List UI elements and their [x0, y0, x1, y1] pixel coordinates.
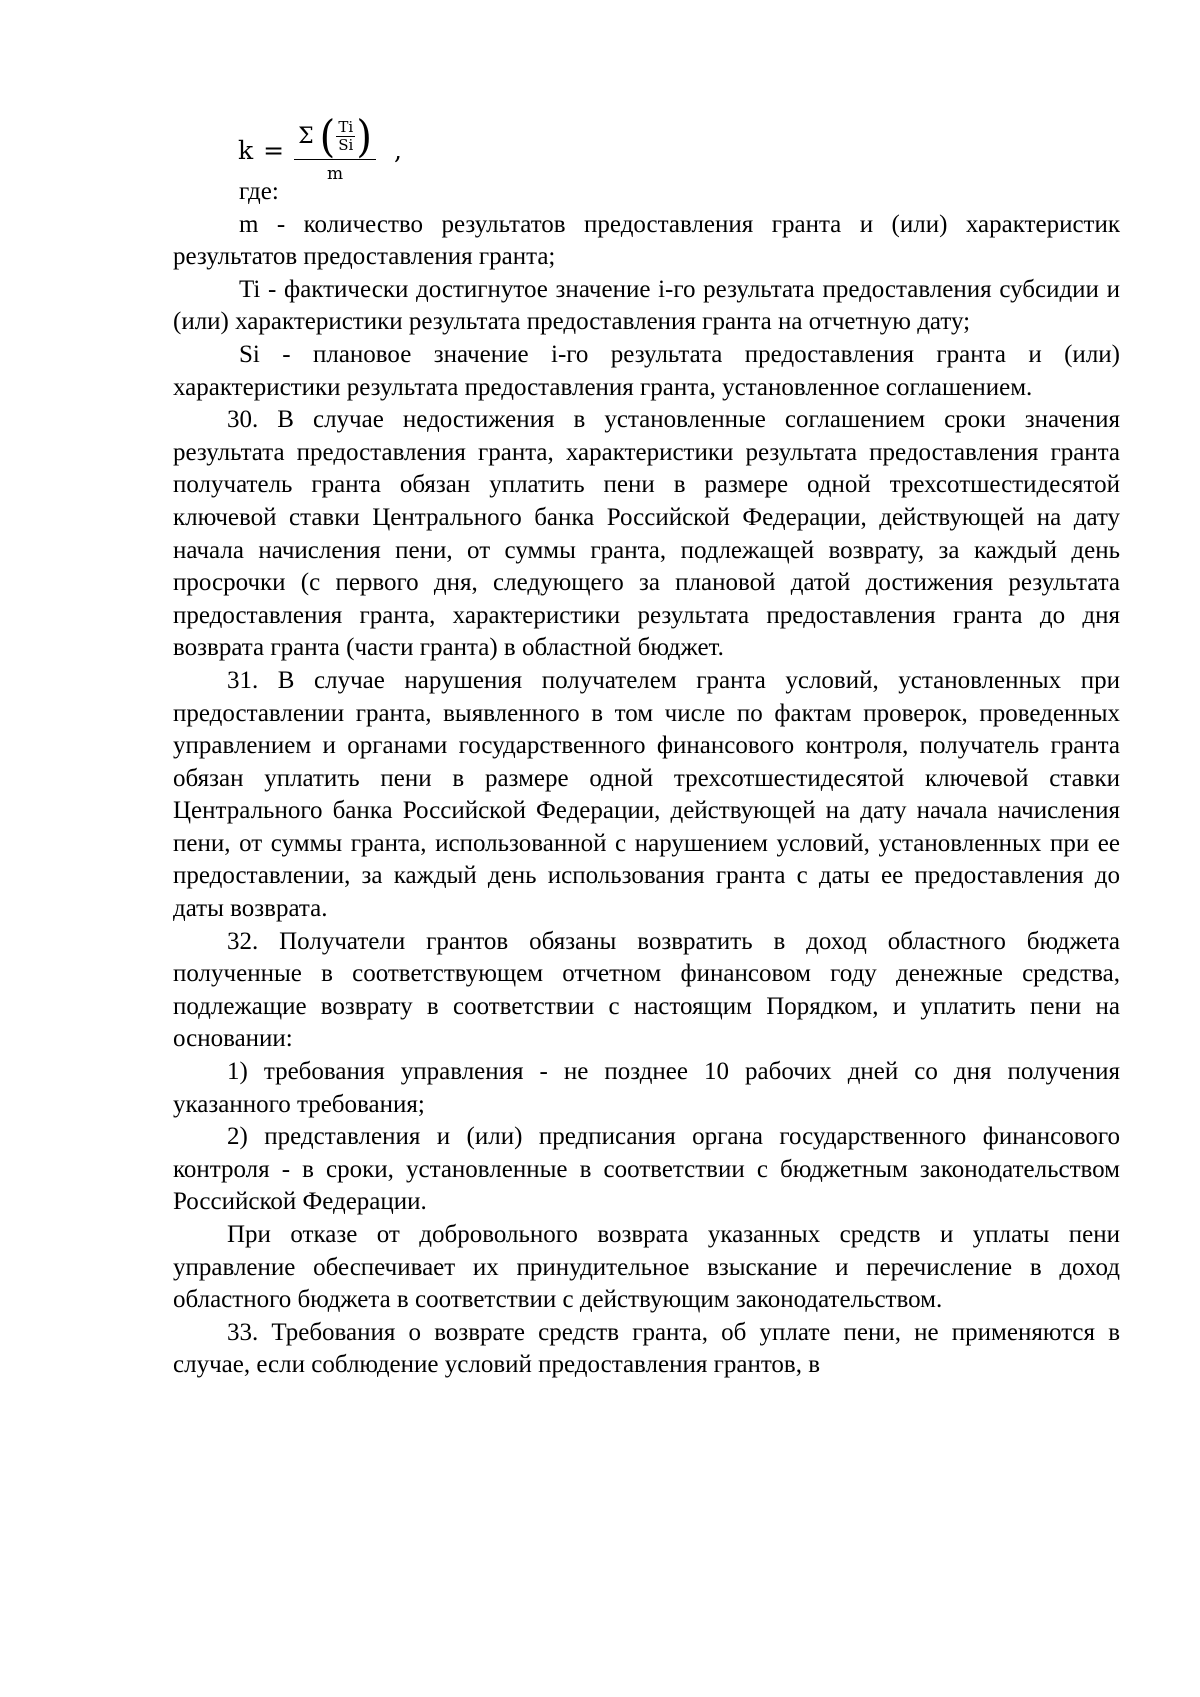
- sigma-symbol: Σ: [298, 124, 314, 149]
- ratio-denominator: Si: [338, 136, 354, 154]
- paragraph-32: 32. Получатели грантов обязаны возвратить в доход областного бюджета полученные в соответствующем отчетном финансовом году денежные средства, подлежащие возврату в соответствии с настоящим Порядком, и уплатить пени на основании:: [173, 927, 1120, 1053]
- paragraph-31: 31. В случае нарушения получателем гранта условий, установленных при предоставлении гранта, выявленного в том числе по фактам проверок, проведенных управлением и органами государственного финансового контроля, получатель гранта обязан уплатить пени в размере одной трехсотшестидесятой ключевой ставки Центрального банка Российской Федерации, действующей на дату начала начисления пени, от суммы гранта, использованной с нарушением условий, установленных при ее предоставлении, за каждый день использования гранта с даты ее предоставления до даты возврата.: [173, 666, 1120, 923]
- formula-fraction: [294, 111, 376, 184]
- formula-comma: ,: [393, 135, 402, 165]
- document-body: [173, 176, 1120, 1382]
- ratio-ti-si: [336, 119, 355, 154]
- paragraph-33: 33. Требования о возврате средств гранта, об уплате пени, не применяются в случае, если соблюдение условий предоставления грантов, в: [173, 1318, 1120, 1379]
- list-item-2: 2) представления и (или) предписания органа государственного финансового контроля - в сроки, установленные в соответствии с бюджетным законодательством Российской Федерации.: [173, 1123, 1120, 1216]
- formula-lhs: k: [238, 135, 254, 165]
- formula-equals: =: [263, 135, 285, 165]
- definition-si: Si - плановое значение i-го результата предоставления гранта и (или) характеристики результата предоставления гранта, установленное соглашением.: [173, 340, 1120, 401]
- formula-numerator: [294, 111, 376, 162]
- paragraph-refusal: При отказе от добровольного возврата указанных средств и уплаты пени управление обеспечивает их принудительное взыскание и перечисление в доход областного бюджета в соответствии с действующим законодательством.: [173, 1221, 1120, 1314]
- definition-m: m - количество результатов предоставления гранта и (или) характеристик результатов предоставления гранта;: [173, 210, 1120, 271]
- paren-open: (: [319, 111, 336, 162]
- list-item-1: 1) требования управления - не позднее 10 рабочих дней со дня получения указанного требования;: [173, 1058, 1120, 1118]
- paren-close: ): [356, 111, 372, 162]
- definition-ti: Ti - фактически достигнутое значение i-го результата предоставления субсидии и (или) характеристики результата предоставления гранта на отчетную дату;: [173, 275, 1120, 336]
- ratio-numerator: Ti: [338, 118, 354, 136]
- where-label: где:: [239, 178, 279, 205]
- formula-denominator: m: [326, 163, 344, 184]
- paragraph-30: 30. В случае недостижения в установленные соглашением сроки значения результата предоставления гранта, характеристики результата предоставления гранта получатель гранта обязан уплатить пени в размере одной трехсотшестидесятой ключевой ставки Центрального банка Российской Федерации, действующей на дату начала начисления пени, от суммы гранта, подлежащей возврату, за каждый день просрочки (с первого дня, следующего за плановой датой достижения результата предоставления гранта, характеристики результата предоставления гранта до дня возврата гранта (части гранта) в областной бюджет.: [173, 406, 1120, 662]
